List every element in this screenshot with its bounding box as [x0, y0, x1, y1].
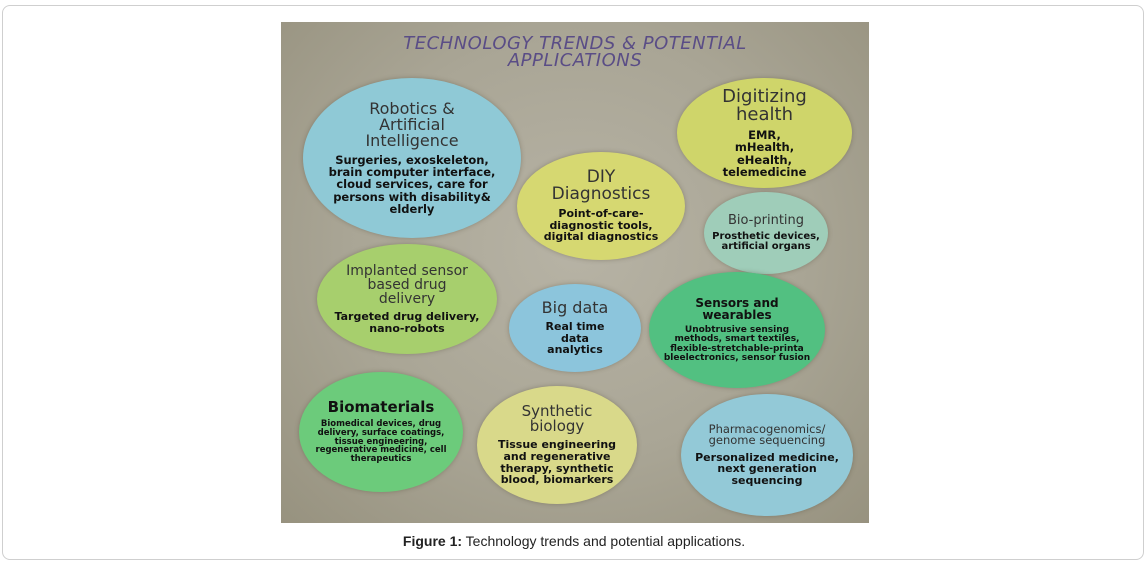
bubble-diy-body: Point-of-care-diagnostic tools, digital diagnostics	[543, 207, 659, 244]
bubble-biomaterials-body: Biomedical devices, drug delivery, surface coatings, tissue engineering, regenerative medicine, cell therapeutics	[315, 418, 447, 465]
figure-caption	[0, 533, 1148, 549]
bubble-bigdata-body: Real time data analytics	[545, 320, 605, 357]
bubble-implanted-heading: Implanted sensor based drug delivery	[346, 262, 468, 307]
bubble-biomaterials-heading: Biomaterials	[327, 397, 435, 416]
bubble-synthetic-body: Tissue engineering and regenerative therapy, synthetic blood, biomarkers	[497, 438, 617, 487]
bubble-robotics-body: Surgeries, exoskeleton, brain computer interface, cloud services, care for persons with disability& elderly	[328, 153, 496, 216]
bubble-pharmacogenomics	[681, 394, 853, 516]
bubble-bioprinting-body: Prosthetic devices, artificial organs	[712, 230, 820, 252]
bubble-sensors-heading: Sensors and wearables	[695, 295, 779, 322]
bubble-synthetic-biology	[477, 386, 637, 504]
bubble-synthetic-heading: Synthetic biology	[521, 402, 593, 436]
caption-label: Figure 1:	[402, 533, 463, 549]
bubble-diy-heading: DIY Diagnostics	[551, 167, 651, 205]
bubble-diy-diagnostics	[517, 152, 685, 260]
caption-text: Technology trends and potential applications.	[462, 533, 746, 549]
poster-title-line2: APPLICATIONS	[507, 50, 643, 71]
bubble-bio-printing	[704, 192, 828, 274]
bubble-implanted-body: Targeted drug delivery, nano-robots	[334, 309, 480, 335]
bubble-robotics-ai	[303, 78, 521, 238]
bubble-digitizing-body: EMR, mHealth, eHealth, telemedicine	[722, 128, 807, 179]
figure-image	[281, 22, 869, 523]
bubble-implanted-sensor	[317, 244, 497, 354]
bubble-sensors-body: Unobtrusive sensing methods, smart textiles, flexible-stretchable-printa bleelectronics, sensor fusion	[663, 324, 811, 363]
bubble-robotics-heading: Robotics & Artificial Intelligence	[365, 99, 459, 151]
bubble-digitizing-heading: Digitizing health	[722, 86, 807, 126]
bubble-digitizing-health	[677, 78, 852, 188]
bubble-pharma-heading: Pharmacogenomics/ genome sequencing	[708, 421, 826, 448]
bubble-big-data	[509, 284, 641, 372]
bubble-pharma-body: Personalized medicine, next generation sequencing	[695, 450, 839, 487]
poster-title-line1: TECHNOLOGY TRENDS & POTENTIAL	[403, 33, 747, 54]
bubble-biomaterials	[299, 372, 463, 492]
bubble-bioprinting-heading: Bio-printing	[727, 212, 805, 228]
bubble-bigdata-heading: Big data	[541, 298, 609, 318]
bubble-sensors-wearables	[649, 272, 825, 388]
